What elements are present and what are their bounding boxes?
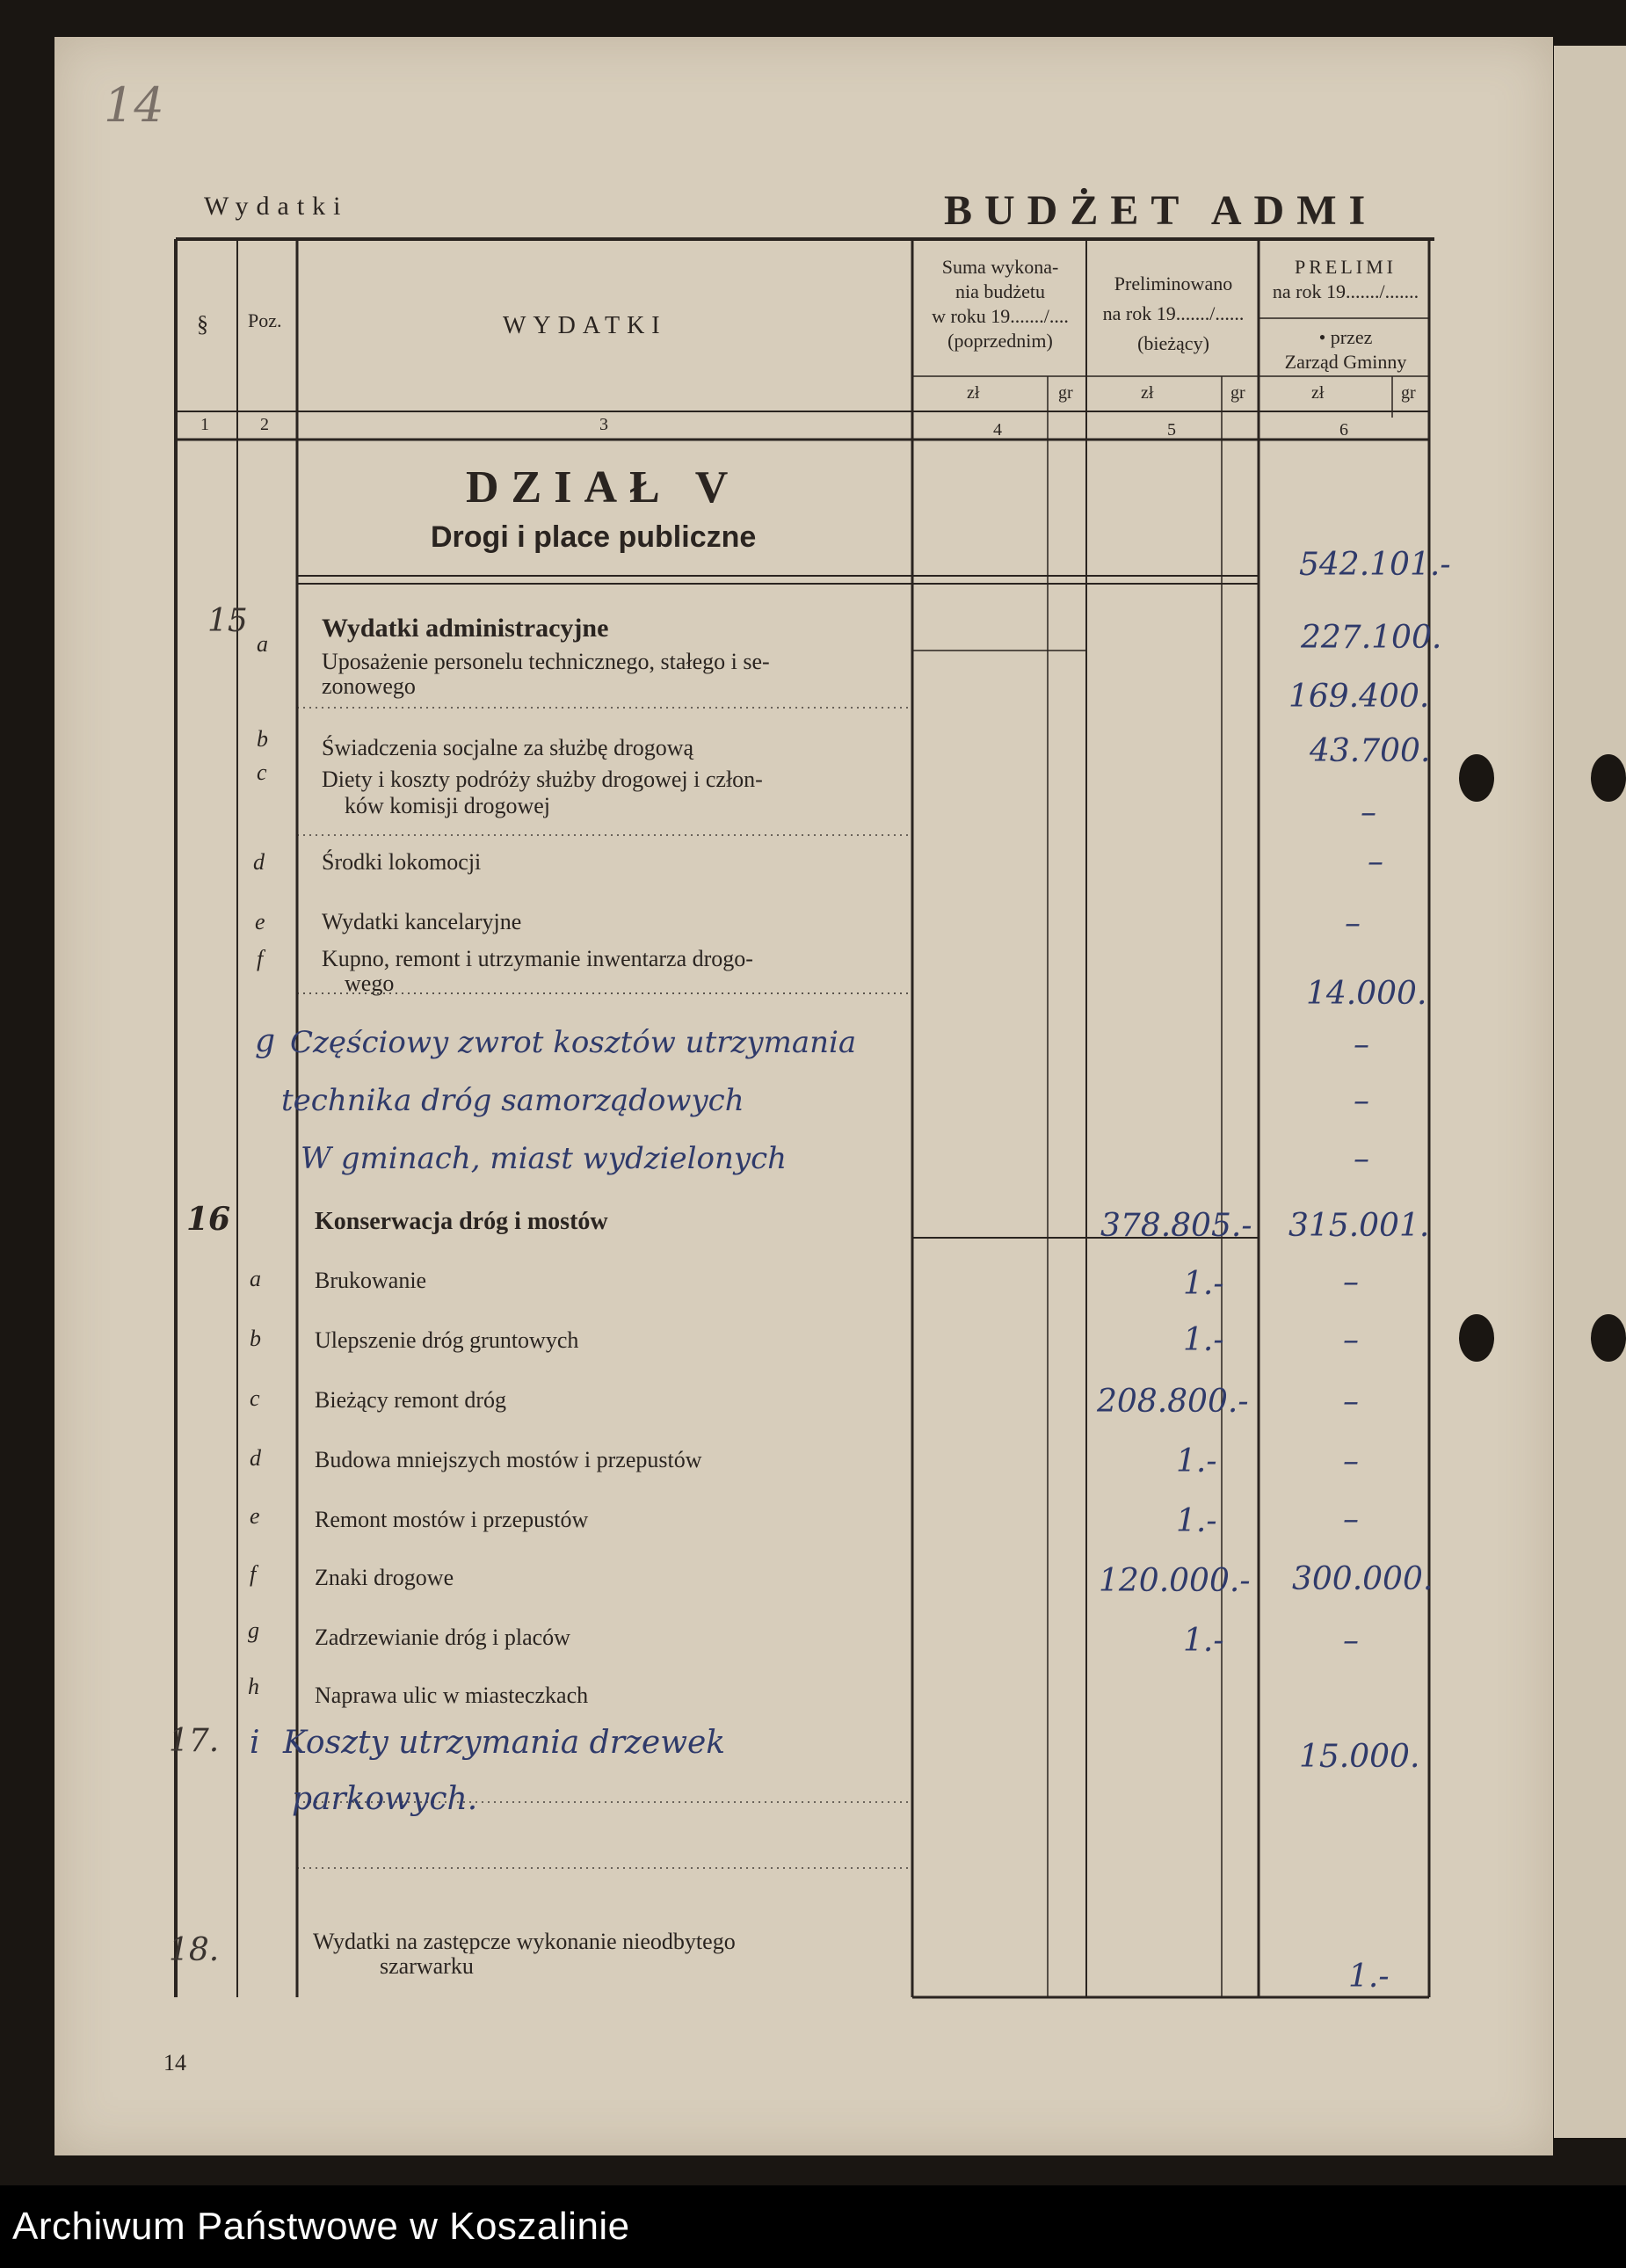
archive-name: Archiwum Państwowe w Koszalinie [12,2205,630,2248]
zl-label: zł [967,383,980,403]
row-text: Diety i koszty podróży służby drogowej i człon- [322,767,763,792]
col-number: 5 [1167,420,1176,440]
row-value-c6: 300.000. [1292,1561,1434,1597]
col6-line: na rok 19......./....... [1272,280,1419,302]
row-poz: e [255,909,265,934]
col-poz-header: Poz. [248,309,282,331]
row-value-c6: 227.100. [1301,620,1442,656]
right-header: BUDŻET ADMI [944,187,1378,234]
row-poz: c [257,760,267,785]
row-value-c5: 1.- [1183,1623,1224,1659]
row-text: Częściowy zwrot kosztów utrzymania [290,1025,857,1060]
col4-line: w roku 19......./.... [932,305,1069,327]
gr-label: gr [1058,383,1073,403]
row-poz: a [250,1266,261,1291]
row-text: Zadrzewianie dróg i placów [315,1625,570,1650]
section-subtitle: Drogi i place publiczne [431,520,757,554]
row-poz: g [255,1023,276,1059]
row-text: technika dróg samorządowych [281,1083,744,1118]
row-poz: a [257,631,268,657]
row-value-c6: 1.- [1348,1959,1390,1995]
gr-label: gr [1401,383,1416,403]
col-number: 4 [993,420,1002,440]
row-text: Budowa mniejszych mostów i przepustów [315,1447,702,1472]
row-text: Środki lokomocji [322,849,482,875]
row-value-c5: 1.- [1183,1266,1224,1302]
col4-line: Suma wykona- [941,256,1059,278]
row-value-c6: 43.700. [1310,733,1431,769]
row-text: Brukowanie [315,1268,427,1293]
row-text: Znaki drogowe [315,1565,454,1590]
row-poz: d [253,849,265,875]
row-poz: i [250,1725,260,1761]
row-value-c5: 378.805.- [1100,1208,1252,1244]
row-text: Bieżący remont dróg [315,1387,507,1413]
row-value-c6: – [1354,1027,1369,1063]
col5-line: (bieżący) [1137,332,1209,354]
row-text-extra: ków komisji drogowej [345,793,550,818]
col-number: 6 [1339,420,1348,440]
col4-header [914,255,1086,353]
row-value-c5: 1.- [1183,1322,1224,1358]
row-text: Ulepszenie dróg gruntowych [315,1327,579,1353]
col6-line: PRELIMI [1295,256,1397,278]
row-poz: h [248,1674,259,1699]
row-text-extra: Uposażenie personelu technicznego, stałego i se- [322,649,770,674]
row-poz: f [250,1561,257,1587]
col-number: 2 [260,415,269,434]
row-text: Wydatki na zastępcze wykonanie nieodbytego [313,1929,736,1954]
row-text: Remont mostów i przepustów [315,1507,589,1532]
row-value-c6: 14.000. [1306,976,1427,1012]
gr-label: gr [1230,383,1245,403]
row-value-c6: 315.001. [1288,1208,1430,1244]
row-par: 18. [169,1932,220,1968]
row-poz: g [248,1617,259,1643]
row-text: Koszty utrzymania drzewek [283,1725,726,1761]
col5-line: Preliminowano [1114,273,1233,294]
row-poz: b [257,726,268,752]
col6-subline: Zarząd Gminny [1284,351,1407,373]
zl-label: zł [1141,383,1154,403]
page-number: 14 [163,2050,186,2075]
row-poz: f [257,946,264,971]
row-text-extra: zonowego [322,673,416,699]
row-value-c5: 1.- [1176,1443,1217,1479]
row-value-c6: – [1343,1501,1359,1537]
row-value-c6: – [1361,795,1376,831]
row-value-c6: 15.000. [1299,1739,1420,1775]
row-value-c6: – [1343,1443,1359,1479]
col-par-header: § [197,311,208,337]
row-poz: c [250,1385,260,1411]
row-value-c6: – [1343,1322,1359,1358]
row-text-extra: szarwarku [380,1953,474,1979]
row-value-c6: – [1368,844,1383,880]
col-number: 3 [599,415,608,434]
row-par: 15 [207,603,248,639]
col5-header [1088,269,1259,359]
section-title: DZIAŁ V [466,462,741,512]
row-text: Wydatki administracyjne [322,614,609,643]
col6-subline: • przez [1318,326,1373,348]
col4-line: (poprzednim) [947,330,1053,352]
row-value-c6: – [1343,1623,1359,1659]
row-text: Świadczenia socjalne za służbę drogową [322,735,694,760]
row-value-c6: – [1354,1083,1369,1119]
row-value-c6: – [1343,1384,1359,1420]
row-value-c5: 120.000.- [1099,1563,1251,1599]
row-text: Naprawa ulic w miasteczkach [315,1683,589,1708]
left-header: Wydatki [204,192,349,221]
row-text: W gminach, miast wydzielonych [301,1141,788,1176]
row-value-c5: 1.- [1176,1503,1217,1539]
row-par: 17. [169,1723,220,1759]
row-value-c6: – [1354,1141,1369,1177]
row-text: Kupno, remont i utrzymanie inwentarza drogo- [322,946,753,971]
row-poz: b [250,1326,261,1351]
col4-line: nia budżetu [955,280,1046,302]
col5-line: na rok 19......./...... [1102,302,1245,324]
section-total: 542.101.- [1299,547,1451,583]
row-value-c5: 208.800.- [1097,1384,1249,1420]
row-text: parkowych. [292,1781,478,1817]
col6-subheader [1260,325,1431,374]
zl-label: zł [1311,383,1325,403]
row-par: 16 [186,1201,231,1238]
row-value-c6: – [1345,905,1361,941]
row-text: Konserwacja dróg i mostów [315,1208,608,1235]
col-number: 1 [200,415,209,434]
row-text-extra: wego [345,970,395,996]
row-poz: d [250,1445,261,1471]
margin-note: 14 [104,77,164,133]
row-value-c6: 169.400. [1288,679,1430,715]
col-wydatki-header: WYDATKI [503,312,667,339]
col6-header [1260,255,1431,304]
row-value-c6: – [1343,1264,1359,1300]
row-poz: e [250,1503,260,1529]
row-text: Wydatki kancelaryjne [322,909,522,934]
